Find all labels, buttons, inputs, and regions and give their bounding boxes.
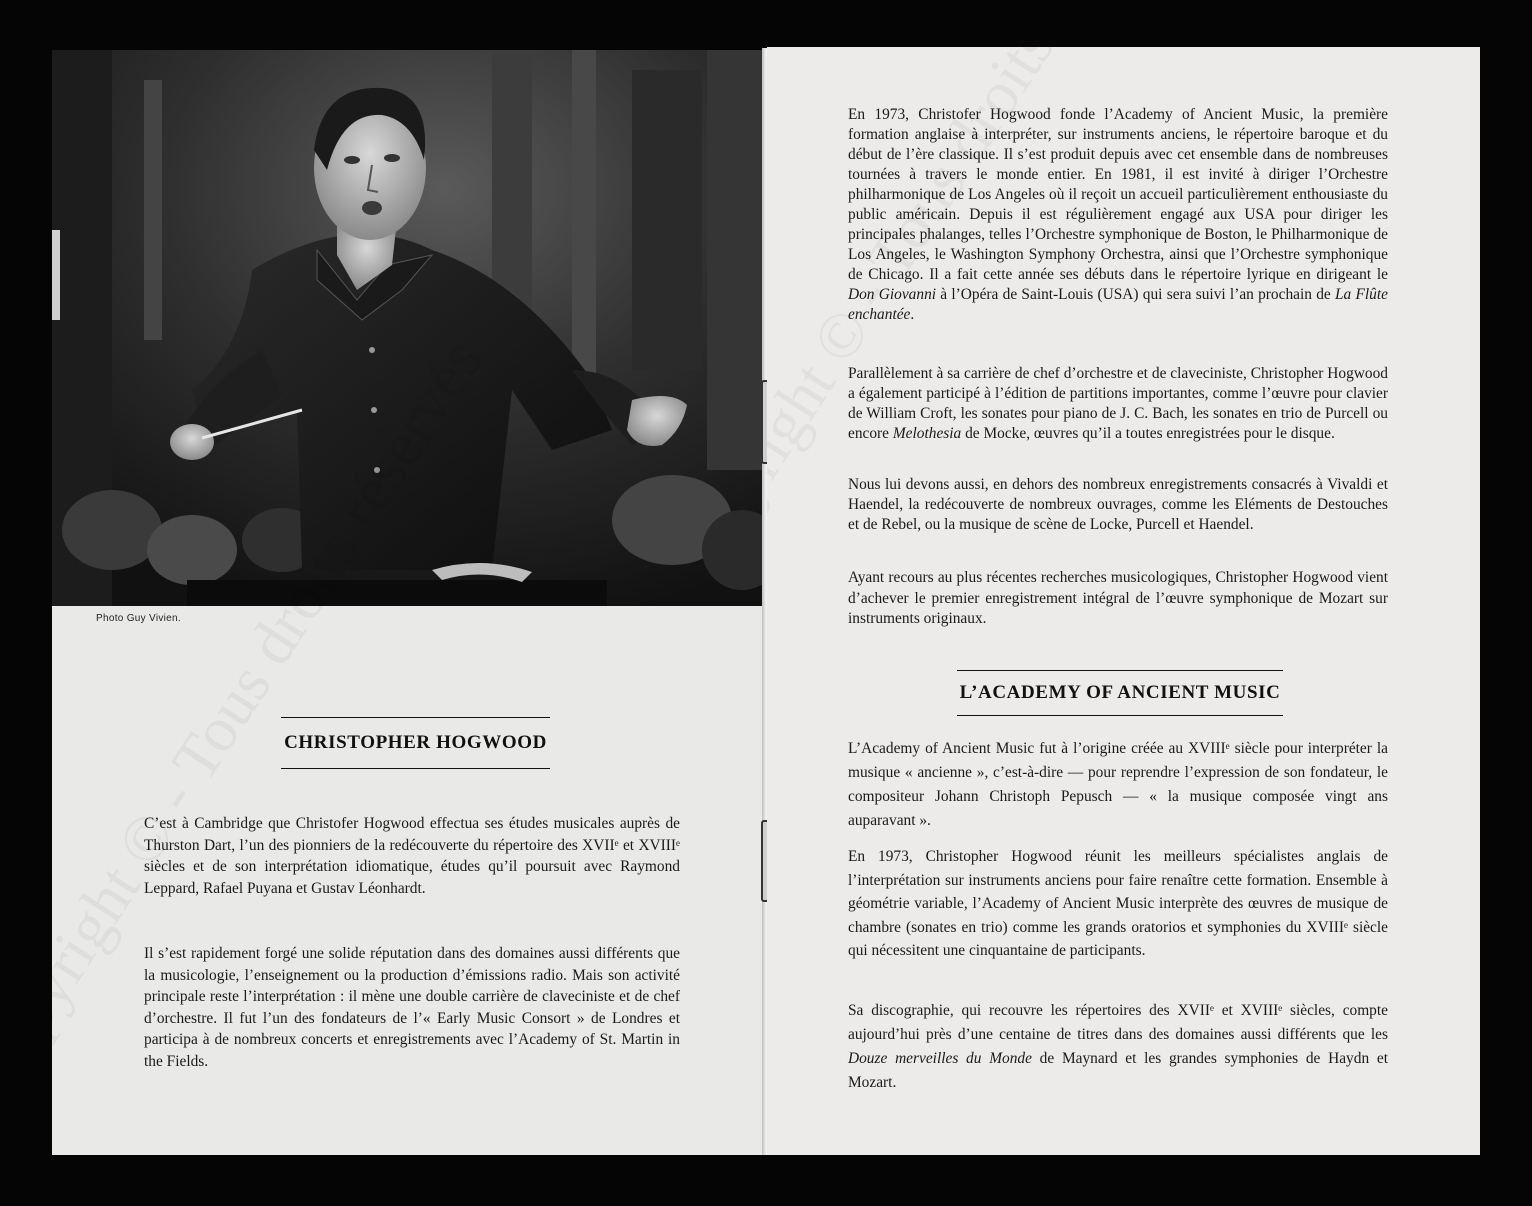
career-paragraph-4: Ayant recours au plus récentes recherches musicologiques, Christopher Hogwood vient d’achever le premier enregistrement intégral de l’œuvre symphonique de Mozart sur instruments originaux. [848,569,1388,627]
photo-caption: Photo Guy Vivien. [96,613,181,624]
academy-paragraph-3-italic: Douze merveilles du Monde [848,1050,1032,1067]
academy-paragraph-3-text: Sa discographie, qui recouvre les répertoires des XVIIᵉ et XVIIIᵉ siècles, compte aujourd’hui près d’une centaine de titres dans des domaines aussi différents que les [848,1002,1388,1043]
bio-paragraph-1: C’est à Cambridge que Christofer Hogwood effectua ses études musicales auprès de Thurston Dart, l’un des pionniers de la redécouverte du répertoire des XVIIᵉ et XVIIIᵉ siècles et de son interprétation idiomatique, études qu’il poursuit avec Raymond Leppard, Rafael Puyana et Gustav Léonhardt. [144,815,680,897]
section-title-hogwood: CHRISTOPHER HOGWOOD [281,717,550,769]
academy-paragraph-1: L’Academy of Ancient Music fut à l’origine créée au XVIIIᵉ siècle pour interpréter la musique « ancienne », c’est-à-dire — pour reprendre l’expression de son fondateur, le compositeur Johann Christoph Pepusch — « la musique composée vingt ans auparavant ». [848,740,1388,829]
section-title-academy: L’ACADEMY OF ANCIENT MUSIC [957,670,1283,716]
career-paragraph-2-italic: Melothesia [892,425,962,442]
bio-paragraph-2: Il s’est rapidement forgé une solide réputation dans des domaines aussi différents que la musicologie, l’enseignement ou la production d’émissions radio. Mais son activité principale reste l’interprétation : il mène une double carrière de claveciniste et de chef d’orchestre. Il fut l’un des fondateurs de l’« Early Music Consort » de Londres et participa à de nombreux concerts et enregistrements avec l’Academy of St. Martin in the Fields. [144,945,680,1070]
conductor-photo-drawing [52,50,767,606]
career-paragraph-1-text: En 1973, Christofer Hogwood fonde l’Academy of Ancient Music, la première formation anglaise à interpréter, sur instruments anciens, le répertoire baroque et du début de l’ère classique. Il s’est produit depuis avec cet ensemble dans de nombreuses tournées à travers le monde entier. En 1981, il est invité à diriger l’Orchestre philharmonique de Los Angeles où il reçoit un accueil particulièrement enthousiaste du public américain. Depuis il est régulièrement engagé aux USA pour diriger les principales phalanges, telles l’Orchestre symphonique de Boston, le Philharmonique de Los Angeles, le Washington Symphony Orchestra, ainsi que l’Orchestre symphonique de Chicago. Il a fait cette année ses débuts dans le répertoire lyrique en dirigeant le [848,106,1388,283]
conductor-photo [52,50,767,606]
academy-paragraph-3-text-2: de Maynard et les grandes symphonies de Haydn et Mozart. [848,1050,1388,1091]
career-paragraph-1-italic-2: La Flûte enchantée [848,286,1388,323]
academy-paragraph-3 [848,999,1388,1095]
career-paragraph-1-text-3: . [910,306,915,323]
career-paragraph-2-text-2: de Mocke, œuvres qu’il a toutes enregistrées pour le disque. [961,425,1335,442]
academy-paragraph-2: En 1973, Christopher Hogwood réunit les meilleurs spécialistes anglais de l’interprétation sur instruments anciens pour faire renaître cette formation. Ensemble à géométrie variable, l’Academy of Ancient Music interprète des œuvres de musique de chambre (sonates en trio) comme les grands oratorios et symphonies du XVIIIᵉ siècle qui nécessitent une cinquantaine de participants. [848,848,1388,959]
career-paragraph-1 [848,105,1388,325]
right-page [767,47,1480,1155]
career-paragraph-1-italic-1: Don Giovanni [848,286,937,303]
career-paragraph-2 [848,364,1388,444]
left-page [52,50,767,1155]
career-paragraph-2-text: Parallèlement à sa carrière de chef d’orchestre et de claveciniste, Christopher Hogwood a également participé à l’édition de partitions importantes, comme l’œuvre pour clavier de William Croft, les sonates pour piano de J. C. Bach, les sonates en trio de Purcell ou encore [848,365,1388,442]
career-paragraph-3: Nous lui devons aussi, en dehors des nombreux enregistrements consacrés à Vivaldi et Haendel, la redécouverte de nombreux ouvrages, comme les Eléments de Destouches et de Rebel, ou la musique de scène de Locke, Purcell et Haendel. [848,476,1388,533]
career-paragraph-1-text-2: à l’Opéra de Saint-Louis (USA) qui sera suivi l’an prochain de [936,286,1335,303]
